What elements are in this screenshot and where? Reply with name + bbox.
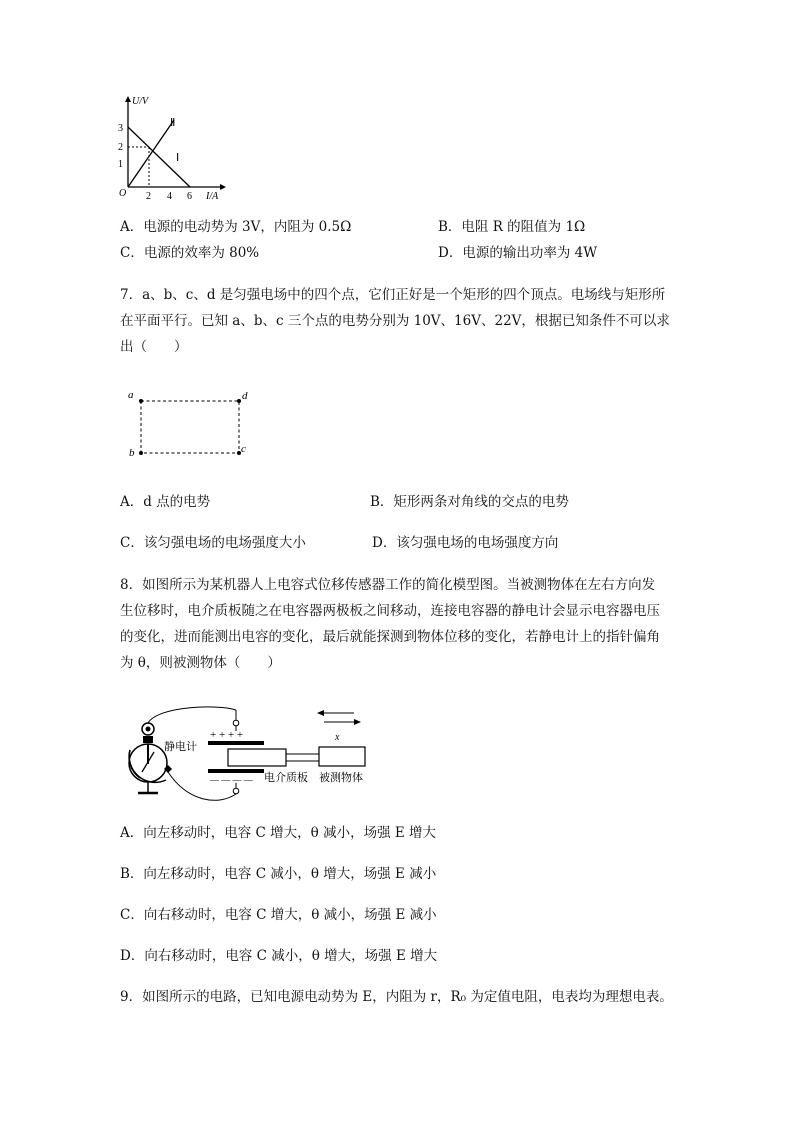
arrow-left-head [317,710,324,716]
q7-option-c: C．该匀强电场的电场强度大小 [120,535,306,551]
ui-graph [110,92,230,202]
x-tick-6: 6 [187,191,192,202]
dashed-rectangle [141,401,239,453]
q9-stem-line1: 9．如图所示的电路，已知电源电动势为 E，内阻为 r，R₀ 为定值电阻，电表均为理想电表。 [120,989,673,1005]
sensor-figure [118,702,388,804]
q7-option-b: B．矩形两条对角线的交点的电势 [370,494,569,510]
line-I [128,127,190,187]
q7-stem-line1: 7．a、b、c、d 是匀强电场中的四个点，它们正好是一个矩形的四个顶点。电场线与矩形所 [120,287,666,303]
label-d: d [242,390,248,402]
line-II-label: Ⅱ [170,117,176,129]
point-a [139,399,143,403]
measured-object [319,747,365,766]
electrometer-terminal [143,736,153,743]
q8-option-d: D．向右移动时，电容 C 减小，θ 增大，场强 E 增大 [120,948,438,964]
minus-charges: — — — — [210,775,253,785]
dielectric-label: 电介质板 [264,772,308,784]
rectangle-figure [120,384,260,464]
q8-option-b: B．向左移动时，电容 C 减小，θ 增大，场强 E 减小 [120,866,437,882]
y-tick-1: 1 [118,159,123,170]
q6-option-d: D．电源的输出功率为 4W [438,245,598,261]
q6-option-c: C．电源的效率为 80% [120,245,260,261]
x-tick-2: 2 [146,191,151,202]
bottom-plate [208,769,264,773]
q7-stem-line2: 在平面平行。已知 a、b、c 三个点的电势分别为 10V、16V、22V，根据已知条件不可以求 [120,313,670,329]
plus-charges: + + + + [210,729,244,741]
x-label: x [335,732,340,743]
label-b: b [129,447,135,459]
y-axis-arrow [125,96,131,102]
q8-stem-line3: 的变化，进而能测出电容的变化，最后就能探测到物体位移的变化，若静电计上的指针偏角 [120,629,660,645]
q8-option-a: A．向左移动时，电容 C 增大，θ 减小，场强 E 增大 [120,825,437,841]
y-axis-label: U/V [132,96,149,107]
object-label: 被测物体 [319,772,363,784]
label-c: c [241,443,246,455]
q8-stem-line2: 生位移时，电介质板随之在电容器两极板之间移动，连接电容器的静电计会显示电容器电压 [120,603,660,619]
q6-option-b: B．电阻 R 的阻值为 1Ω [438,219,586,235]
q7-stem-line3: 出（ ） [120,339,188,355]
q7-option-d: D．该匀强电场的电场强度方向 [372,535,559,551]
electrometer-label: 静电计 [164,741,197,753]
y-tick-2: 2 [118,142,123,153]
origin-label: O [119,188,127,199]
q6-option-a: A．电源的电动势为 3V，内阻为 0.5Ω [120,219,352,235]
y-tick-3: 3 [118,123,123,134]
label-a: a [128,389,134,401]
line-II [128,120,174,187]
x-tick-4: 4 [167,191,172,202]
q8-stem-line4: 为 θ，则被测物体（ ） [120,655,281,671]
q7-option-a: A．d 点的电势 [120,494,211,510]
x-axis-arrow [220,184,226,190]
point-b [139,451,143,455]
dielectric-slab [228,749,286,766]
q8-stem-line1: 8．如图所示为某机器人上电容式位移传感器工作的简化模型图。当被测物体在左右方向发 [120,577,656,593]
arrow-right-head [354,719,361,725]
x-axis-label: I/A [206,191,219,202]
line-I-label: Ⅰ [176,152,180,164]
wire-top [148,707,236,723]
top-plate [208,741,264,745]
point-d [237,399,241,403]
q8-option-c: C．向右移动时，电容 C 增大，θ 减小，场强 E 减小 [120,907,437,923]
